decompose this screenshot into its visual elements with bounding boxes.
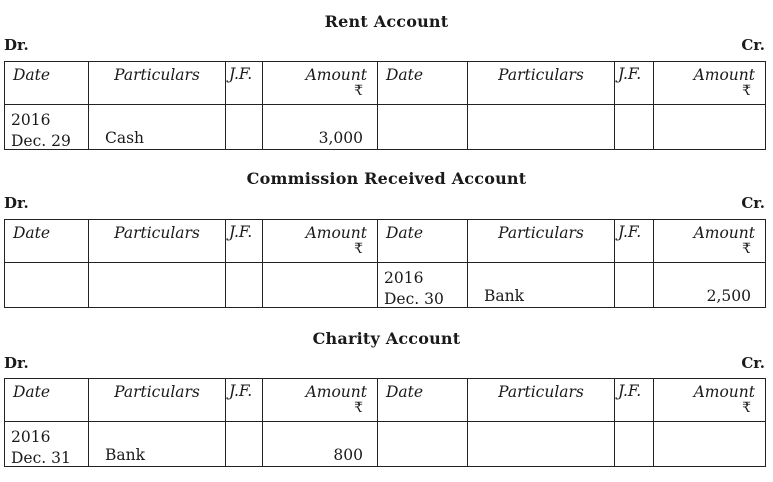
- dr-cr-row: [4, 354, 765, 374]
- entry-amount: 800: [333, 446, 363, 464]
- ledger-table: [4, 61, 766, 150]
- account-title: Rent Account: [324, 12, 449, 31]
- date-header: Date: [386, 224, 424, 242]
- amount-header: Amount: [693, 66, 755, 84]
- amount-header: Amount: [693, 224, 755, 242]
- particulars-header: Particulars: [114, 66, 200, 84]
- header-row: [5, 62, 766, 105]
- dr-cr-row: [4, 36, 765, 56]
- debit-label: Dr.: [4, 194, 29, 212]
- table-row: [5, 105, 766, 150]
- particulars-header: Particulars: [114, 224, 200, 242]
- table-row: [5, 422, 766, 467]
- rupee-icon: ₹: [742, 241, 751, 257]
- amount-header: Amount: [305, 66, 367, 84]
- account-title: Charity Account: [312, 329, 461, 348]
- jf-header: J.F.: [229, 65, 253, 83]
- entry-amount: 3,000: [318, 129, 363, 147]
- dr-cr-row: [4, 194, 765, 214]
- entry-date: [11, 110, 71, 152]
- rupee-icon: ₹: [354, 241, 363, 257]
- amount-header: Amount: [305, 383, 367, 401]
- entry-year: 2016: [11, 428, 51, 446]
- account-title: Commission Received Account: [246, 169, 527, 188]
- ledger-table: [4, 378, 766, 467]
- amount-header: Amount: [305, 224, 367, 242]
- jf-header: J.F.: [618, 65, 642, 83]
- rupee-icon: ₹: [742, 400, 751, 416]
- rupee-icon: ₹: [354, 400, 363, 416]
- debit-label: Dr.: [4, 36, 29, 54]
- entry-day: Dec. 31: [11, 449, 71, 467]
- debit-label: Dr.: [4, 354, 29, 372]
- credit-label: Cr.: [741, 36, 765, 54]
- jf-header: J.F.: [618, 223, 642, 241]
- amount-header: Amount: [693, 383, 755, 401]
- date-header: Date: [13, 383, 51, 401]
- date-header: Date: [386, 66, 424, 84]
- date-header: Date: [13, 66, 51, 84]
- entry-amount: 2,500: [706, 287, 751, 305]
- table-row: [5, 263, 766, 308]
- entry-day: Dec. 30: [384, 290, 444, 308]
- particulars-header: Particulars: [498, 66, 584, 84]
- jf-header: J.F.: [618, 382, 642, 400]
- entry-date: [384, 268, 444, 310]
- entry-day: Dec. 29: [11, 132, 71, 150]
- entry-particulars: Bank: [484, 287, 525, 305]
- jf-header: J.F.: [229, 382, 253, 400]
- date-header: Date: [386, 383, 424, 401]
- credit-label: Cr.: [741, 194, 765, 212]
- ledger-table: [4, 219, 766, 308]
- rupee-icon: ₹: [354, 83, 363, 99]
- credit-label: Cr.: [741, 354, 765, 372]
- particulars-header: Particulars: [498, 224, 584, 242]
- entry-date: [11, 427, 71, 469]
- jf-header: J.F.: [229, 223, 253, 241]
- entry-year: 2016: [384, 269, 424, 287]
- date-header: Date: [13, 224, 51, 242]
- entry-year: 2016: [11, 111, 51, 129]
- entry-particulars: Bank: [105, 446, 146, 464]
- entry-particulars: Cash: [105, 129, 145, 147]
- particulars-header: Particulars: [498, 383, 584, 401]
- particulars-header: Particulars: [114, 383, 200, 401]
- rupee-icon: ₹: [742, 83, 751, 99]
- header-row: [5, 220, 766, 263]
- header-row: [5, 379, 766, 422]
